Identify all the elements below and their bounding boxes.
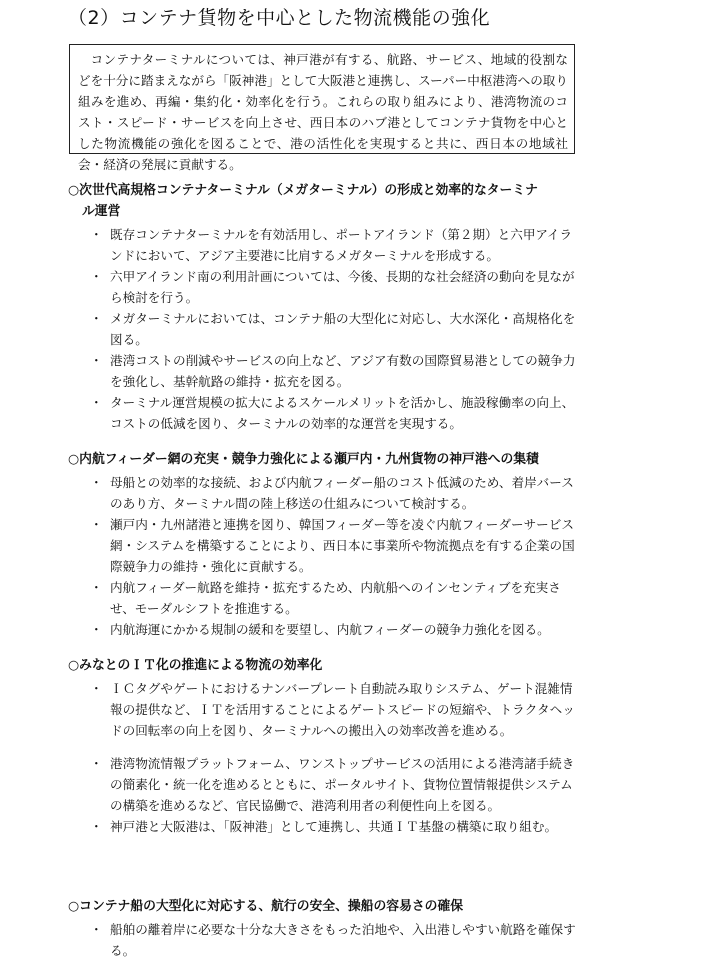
page-title: （2）コンテナ貨物を中心とした物流機能の強化 (68, 7, 491, 29)
bullet-icon: ・ (90, 311, 103, 326)
list-item: ・ 母船との効率的な接続、および内航フィーダー船のコスト低減のため、着岸バースのあり方、ターミナル間の陸上移送の仕組みについて検討する。 (68, 472, 578, 514)
section-heading-line1: ○内航フィーダー網の充実・競争力強化による瀬戸内・九州貨物の神戸港への集積 (68, 452, 539, 467)
list-item: ・ 六甲アイランド南の利用計画については、今後、長期的な社会経済の動向を見ながら検討を行う。 (68, 266, 578, 308)
section-navigation-safety (68, 896, 578, 961)
bullet-icon: ・ (90, 622, 103, 637)
list-item: ・ 内航海運にかかる規制の緩和を要望し、内航フィーダーの競争力強化を図る。 (68, 619, 578, 640)
list-item: ・ 船舶の離着岸に必要な十分な大きさをもった泊地や、入出港しやすい航路を確保する。 (68, 919, 578, 961)
bullet-icon: ・ (90, 269, 103, 284)
summary-box: コンテナターミナルについては、神戸港が有する、航路、サービス、地域的役割などを十分に踏まえながら「阪神港」として大阪港と連携し、スーパー中枢港湾への取り組みを進め、再編・集約化・効率化を行う。これらの取り組みにより、港湾物流のコスト・スピード・サービスを向上させ、西日本のハブ港としてコンテナ貨物を中心とした物流機能の強化を図ることで、港の活性化を実現すると共に、西日本の地域社会・経済の発展に貢献する。 (69, 44, 575, 154)
section-feeder-network (68, 449, 578, 640)
bullet-icon: ・ (90, 395, 103, 410)
bullet-icon: ・ (90, 681, 103, 696)
bullet-icon: ・ (90, 922, 103, 937)
bullet-list (68, 678, 578, 837)
section-heading (68, 655, 578, 676)
list-item: ・ 瀬戸内・九州諸港と連携を図り、韓国フィーダー等を凌ぐ内航フィーダーサービス網・システムを構築することにより、西日本に事業所や物流拠点を有する企業の国際競争力の維持・強化に貢献する。 (68, 514, 578, 577)
section-megaterminal (68, 180, 578, 434)
list-item: ・ 港湾物流情報プラットフォーム、ワンストップサービスの活用による港湾諸手続きの簡素化・統一化を進めるとともに、ポータルサイト、貨物位置情報提供システムの構築を進めるなど、官民協働で、港湾利用者の利便性向上を図る。 (68, 753, 578, 816)
section-heading-line1: ○コンテナ船の大型化に対応する、航行の安全、操船の容易さの確保 (68, 899, 464, 914)
bullet-icon: ・ (90, 227, 103, 242)
section-heading (68, 180, 578, 222)
list-item: ・ 既存コンテナターミナルを有効活用し、ポートアイランド（第２期）と六甲アイランドにおいて、アジア主要港に比肩するメガターミナルを形成する。 (68, 224, 578, 266)
list-item: ・ 港湾コストの削減やサービスの向上など、アジア有数の国際貿易港としての競争力を強化し、基幹航路の維持・拡充を図る。 (68, 350, 578, 392)
list-item: ・ ターミナル運営規模の拡大によるスケールメリットを活かし、施設稼働率の向上、コストの低減を図り、ターミナルの効率的な運営を実現する。 (68, 392, 578, 434)
bullet-icon: ・ (90, 353, 103, 368)
section-heading-line1: ○みなとのＩＴ化の推進による物流の効率化 (68, 658, 323, 673)
section-heading-line2: ル運営 (82, 204, 121, 219)
bullet-icon: ・ (90, 517, 103, 532)
section-heading-line1: ○次世代高規格コンテナターミナル（メガターミナル）の形成と効率的なターミナ (68, 183, 538, 198)
section-port-it (68, 655, 578, 837)
bullet-list (68, 919, 578, 961)
section-heading (68, 896, 578, 917)
list-item: ・ メガターミナルにおいては、コンテナ船の大型化に対応し、大水深化・高規格化を図る。 (68, 308, 578, 350)
bullet-icon: ・ (90, 580, 103, 595)
section-heading (68, 449, 578, 470)
bullet-list (68, 224, 578, 434)
list-item: ・ 内航フィーダー航路を維持・拡充するため、内航船へのインセンティブを充実させ、モーダルシフトを推進する。 (68, 577, 578, 619)
bullet-list (68, 472, 578, 640)
bullet-icon: ・ (90, 475, 103, 490)
bullet-icon: ・ (90, 819, 103, 834)
bullet-icon: ・ (90, 756, 103, 771)
list-item: ・ ＩＣタグやゲートにおけるナンバープレート自動読み取りシステム、ゲート混雑情報の提供など、ＩＴを活用することによるゲートスピードの短縮や、トラクタヘッドの回転率の向上を図り、ターミナルへの搬出入の効率改善を進める。 (68, 678, 578, 741)
list-item: ・ 神戸港と大阪港は、「阪神港」として連携し、共通ＩＴ基盤の構築に取り組む。 (68, 816, 578, 837)
